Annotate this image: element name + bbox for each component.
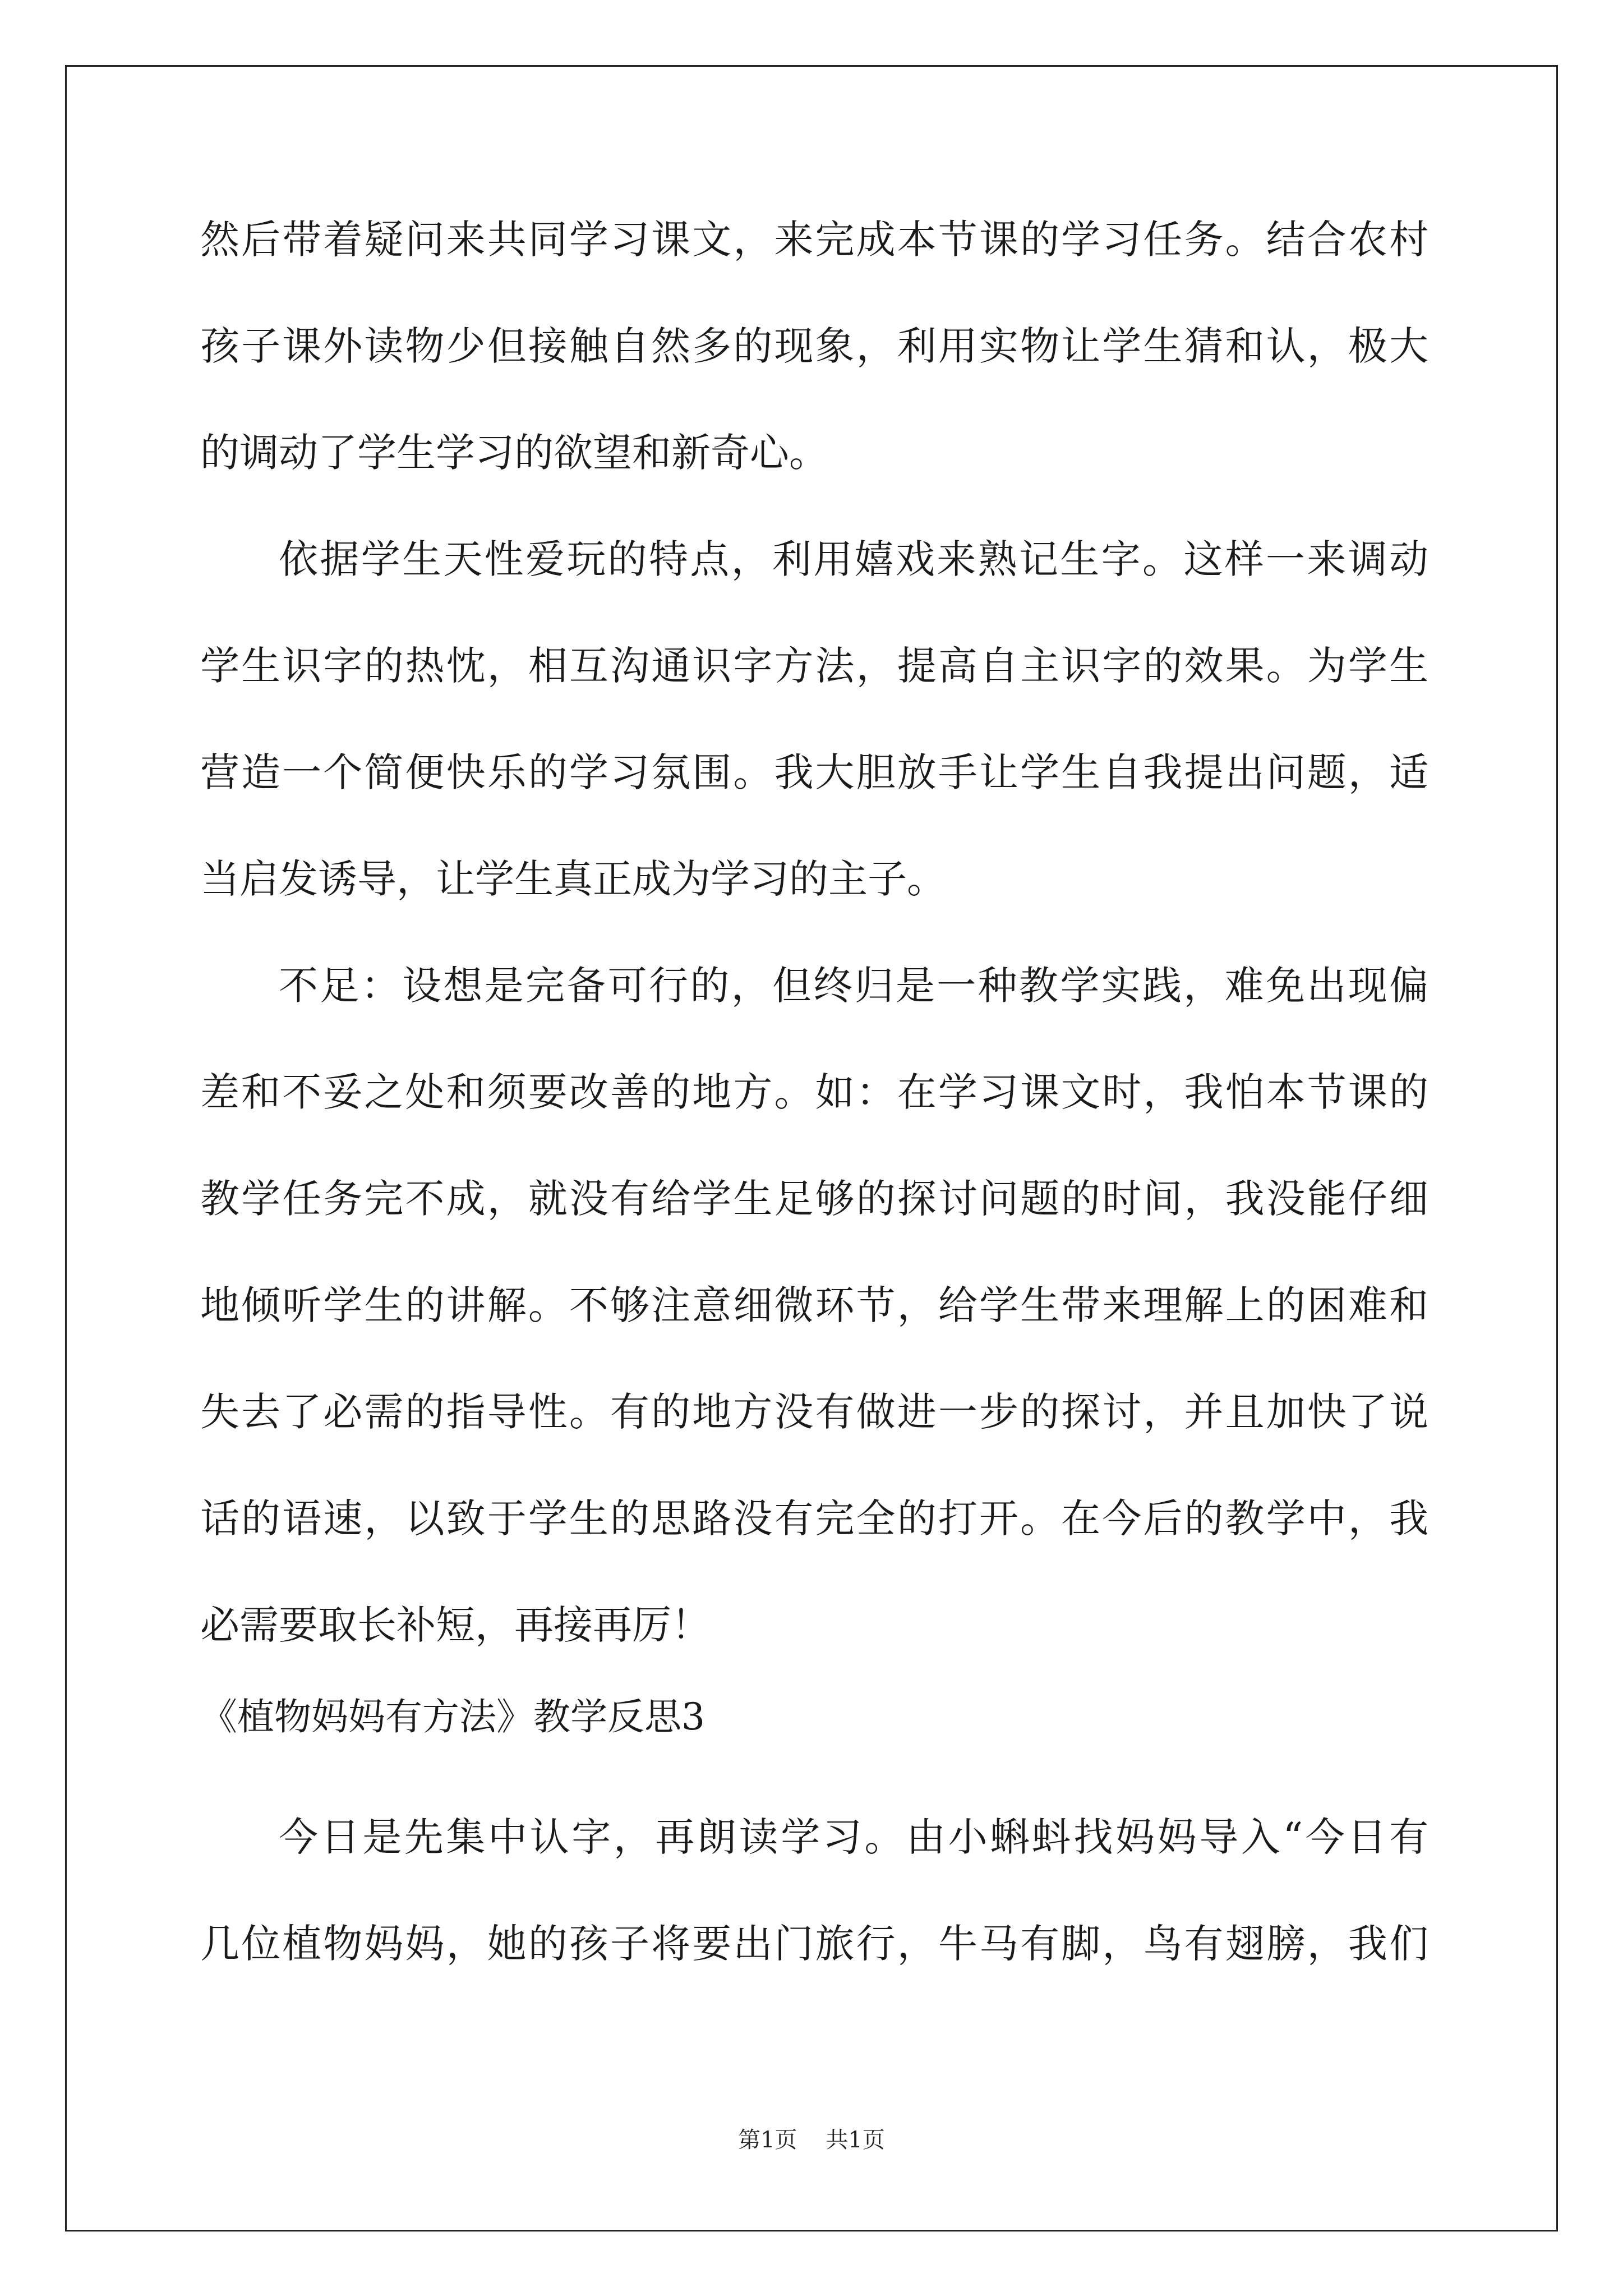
text-line: 孩子课外读物少但接触自然多的现象，利用实物让学生猜和认，极大 (200, 323, 1428, 369)
document-body (200, 213, 1428, 1970)
page-number: 第1页 (738, 2127, 797, 2153)
page-footer (0, 2126, 1623, 2154)
text-line: 依据学生天性爱玩的特点，利用嬉戏来熟记生字。这样一来调动 (279, 536, 1428, 582)
text-line: 地倾听学生的讲解。不够注意细微环节，给学生带来理解上的困难和 (200, 1282, 1428, 1328)
text-line: 的调动了学生学习的欲望和新奇心。 (200, 430, 828, 476)
text-line: 失去了必需的指导性。有的地方没有做进一步的探讨，并且加快了说 (200, 1389, 1428, 1435)
text-line: 不足：设想是完备可行的，但终归是一种教学实践，难免出现偏 (279, 963, 1428, 1009)
paragraph-4 (200, 1811, 1428, 1970)
text-line: 差和不妥之处和须要改善的地方。如：在学习课文时，我怕本节课的 (200, 1069, 1428, 1115)
text-line: 营造一个简便快乐的学习氛围。我大胆放手让学生自我提出问题，适 (200, 749, 1428, 795)
text-line: 教学任务完不成，就没有给学生足够的探讨问题的时间，我没能仔细 (200, 1176, 1428, 1222)
text-line: 必需要取长补短，再接再厉！ (200, 1602, 711, 1648)
paragraph-3 (200, 959, 1428, 1651)
text-line: 几位植物妈妈，她的孩子将要出门旅行，牛马有脚，鸟有翅膀，我们 (200, 1921, 1428, 1967)
text-line: 当启发诱导，让学生真正成为学习的主子。 (200, 856, 946, 902)
paragraph-2 (200, 533, 1428, 905)
text-line: 然后带着疑问来共同学习课文，来完成本节课的学习任务。结合农村 (200, 217, 1428, 263)
text-line: 学生识字的热忱，相互沟通识字方法，提高自主识字的效果。为学生 (200, 643, 1428, 689)
text-line: 话的语速，以致于学生的思路没有完全的打开。在今后的教学中，我 (200, 1496, 1428, 1542)
section-heading: 《植物妈妈有方法》教学反思3 (200, 1695, 705, 1738)
text-line: 今日是先集中认字，再朗读学习。由小蝌蚪找妈妈导入“今日有 (279, 1814, 1428, 1860)
page-total: 共1页 (826, 2127, 885, 2153)
paragraph-1 (200, 213, 1428, 479)
